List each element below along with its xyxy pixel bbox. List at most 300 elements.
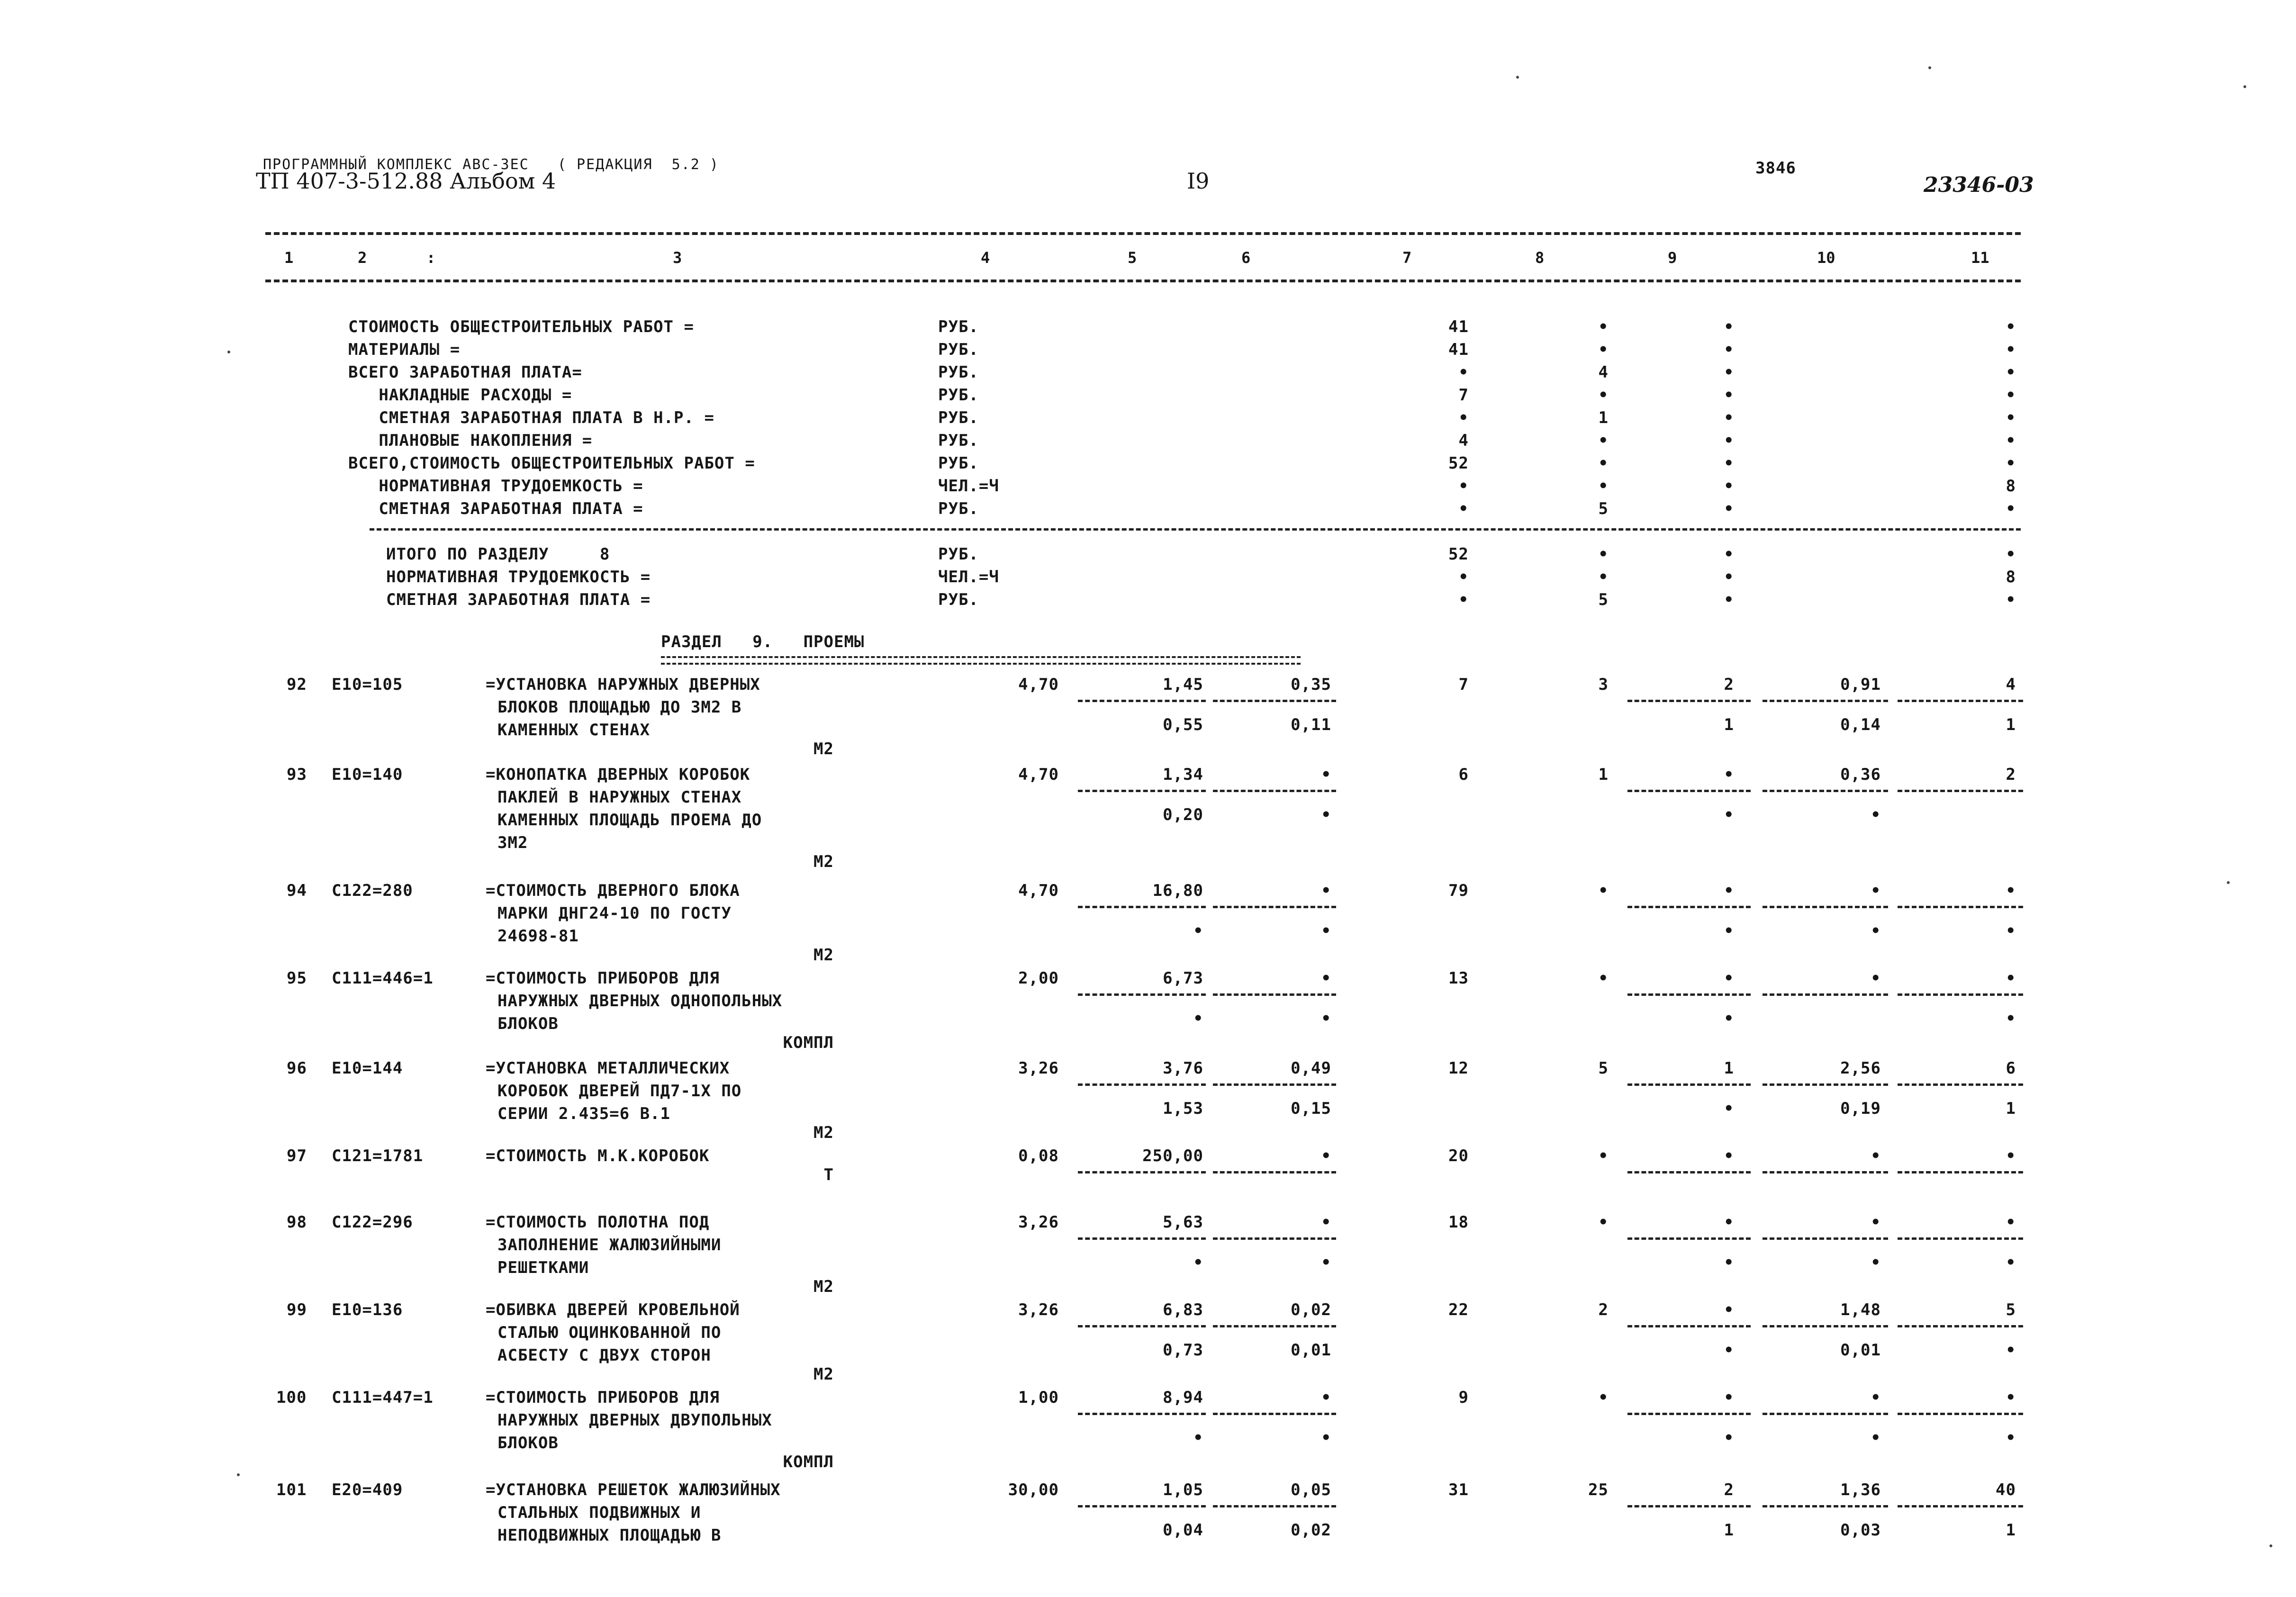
scan-speck — [237, 1473, 240, 1476]
summary-col8: 5 — [1598, 499, 1609, 518]
summary-col8: • — [1598, 317, 1609, 336]
item-col10: • — [1871, 1146, 1881, 1165]
column-header-1: 1 — [284, 249, 294, 267]
item-separator — [1078, 790, 1206, 792]
item-col9-second: 1 — [1724, 715, 1734, 734]
summary-label: СМЕТНАЯ ЗАРАБОТНАЯ ПЛАТА В Н.Р. = — [348, 408, 714, 427]
item-code: Е10=140 — [332, 765, 403, 784]
summary-col11: • — [2006, 408, 2016, 427]
item-separator — [1627, 1505, 1751, 1507]
item-code: С111=447=1 — [332, 1388, 434, 1407]
item-unit-cost: 16,80 — [1152, 881, 1203, 900]
column-header-6: 5 — [1128, 249, 1137, 267]
item-total-wage: • — [1598, 881, 1609, 900]
item-col11: • — [2006, 1146, 2016, 1165]
item-unit-wage-machine: • — [1321, 1009, 1331, 1028]
summary-col9: • — [1724, 340, 1734, 359]
summary-unit: ЧЕЛ.=Ч — [938, 477, 999, 496]
item-unit-wage: 0,05 — [1291, 1480, 1331, 1499]
item-unit-cost: 3,76 — [1163, 1059, 1203, 1078]
item-separator — [1898, 1237, 2023, 1240]
summary-label: НАКЛАДНЫЕ РАСХОДЫ = — [348, 386, 572, 405]
item-separator — [1213, 700, 1336, 702]
summary-col7: 52 — [1448, 454, 1469, 473]
item-col11: • — [2006, 969, 2016, 988]
total-col11: • — [2006, 545, 2016, 564]
item-separator — [1213, 1325, 1336, 1327]
item-col9: 1 — [1724, 1059, 1734, 1078]
summary-col8: 1 — [1598, 408, 1609, 427]
total-col7: 52 — [1448, 545, 1469, 564]
item-col9: 2 — [1724, 675, 1734, 694]
item-number: 100 — [276, 1388, 307, 1407]
item-col11: • — [2006, 881, 2016, 900]
summary-unit: РУБ. — [938, 408, 979, 427]
item-total-wage: • — [1598, 1146, 1609, 1165]
column-header-12: 11 — [1971, 249, 1989, 267]
item-description-line: СТАЛЬНЫХ ПОДВИЖНЫХ И — [497, 1503, 701, 1522]
item-separator — [1078, 1083, 1206, 1086]
item-unit-wage-machine: 0,15 — [1291, 1099, 1331, 1118]
item-number: 92 — [287, 675, 307, 694]
item-separator — [1763, 906, 1888, 908]
item-unit-cost-machine: • — [1193, 921, 1203, 940]
total-unit: ЧЕЛ.=Ч — [938, 568, 999, 586]
column-header-8: 7 — [1402, 249, 1412, 267]
item-unit-wage: • — [1321, 1146, 1331, 1165]
summary-col11: • — [2006, 386, 2016, 405]
item-code: Е20=409 — [332, 1480, 403, 1499]
summary-unit: РУБ. — [938, 431, 979, 450]
document-code: 3846 — [1755, 159, 1796, 178]
item-col10-second: 0,03 — [1840, 1521, 1881, 1540]
item-separator — [1627, 993, 1751, 996]
item-description-line: ПАКЛЕЙ В НАРУЖНЫХ СТЕНАХ — [497, 788, 742, 807]
item-unit-cost-machine: 0,04 — [1163, 1521, 1203, 1540]
item-total-wage: 1 — [1598, 765, 1609, 784]
total-unit: РУБ. — [938, 590, 979, 609]
total-col9: • — [1724, 545, 1734, 564]
summary-label: СМЕТНАЯ ЗАРАБОТНАЯ ПЛАТА = — [348, 499, 643, 518]
item-number: 97 — [287, 1146, 307, 1165]
total-unit: РУБ. — [938, 545, 979, 564]
item-number: 95 — [287, 969, 307, 988]
item-quantity: 4,70 — [1018, 675, 1059, 694]
item-separator — [1213, 1171, 1336, 1173]
item-unit: М2 — [814, 1365, 834, 1384]
item-unit: М2 — [814, 852, 834, 871]
item-col11-second: • — [2006, 1009, 2016, 1028]
item-unit-cost-machine: 0,20 — [1163, 805, 1203, 824]
item-unit: М2 — [814, 1277, 834, 1296]
item-col11: • — [2006, 1213, 2016, 1232]
item-quantity: 4,70 — [1018, 765, 1059, 784]
item-col9: • — [1724, 881, 1734, 900]
item-description-line: КОРОБОК ДВЕРЕЙ ПД7-1Х ПО — [497, 1082, 742, 1101]
item-description-line: =СТОИМОСТЬ ПРИБОРОВ ДЛЯ — [486, 1388, 720, 1407]
item-unit-cost: 250,00 — [1142, 1146, 1203, 1165]
item-code: Е10=136 — [332, 1300, 403, 1319]
item-total-cost: 7 — [1458, 675, 1469, 694]
item-col10: 1,48 — [1840, 1300, 1881, 1319]
summary-col11: • — [2006, 363, 2016, 382]
item-total-cost: 13 — [1448, 969, 1469, 988]
item-separator — [1213, 1413, 1336, 1415]
item-separator — [1763, 1505, 1888, 1507]
item-description-line: ЗАПОЛНЕНИЕ ЖАЛЮЗИЙНЫМИ — [497, 1236, 722, 1254]
item-separator — [1898, 700, 2023, 702]
summary-separator — [370, 528, 2021, 531]
item-separator — [1898, 1171, 2023, 1173]
summary-unit: РУБ. — [938, 499, 979, 518]
section-title-underline — [661, 656, 1301, 665]
summary-col9: • — [1724, 363, 1734, 382]
item-col9-second: • — [1724, 1099, 1734, 1118]
total-col8: • — [1598, 545, 1609, 564]
scan-speck — [1516, 76, 1519, 79]
item-unit-wage: 0,35 — [1291, 675, 1331, 694]
item-separator — [1898, 993, 2023, 996]
summary-col11: • — [2006, 431, 2016, 450]
item-col9-second: • — [1724, 1009, 1734, 1028]
item-total-wage: • — [1598, 1388, 1609, 1407]
item-description-line: 24698-81 — [497, 927, 579, 946]
summary-col8: • — [1598, 340, 1609, 359]
summary-col7: 41 — [1448, 340, 1469, 359]
item-unit-cost-machine: • — [1193, 1009, 1203, 1028]
item-separator — [1763, 1171, 1888, 1173]
column-header-5: 4 — [981, 249, 990, 267]
item-col9: • — [1724, 1300, 1734, 1319]
scan-speck — [2269, 1544, 2272, 1547]
item-quantity: 2,00 — [1018, 969, 1059, 988]
item-total-cost: 18 — [1448, 1213, 1469, 1232]
item-unit-cost-machine: 0,55 — [1163, 715, 1203, 734]
summary-unit: РУБ. — [938, 363, 979, 382]
item-total-cost: 12 — [1448, 1059, 1469, 1078]
item-description-line: БЛОКОВ ПЛОЩАДЬЮ ДО 3М2 В — [497, 698, 742, 717]
item-col9-second: • — [1724, 1341, 1734, 1360]
item-description-line: =КОНОПАТКА ДВЕРНЫХ КОРОБОК — [486, 765, 750, 784]
project-line: ТП 407-3-512.88 Альбом 4 — [256, 168, 556, 194]
total-col7: • — [1458, 590, 1469, 609]
total-label: СМЕТНАЯ ЗАРАБОТНАЯ ПЛАТА = — [386, 590, 651, 609]
item-separator — [1627, 1413, 1751, 1415]
item-col9: • — [1724, 1146, 1734, 1165]
item-col10: 1,36 — [1840, 1480, 1881, 1499]
item-unit-wage: • — [1321, 1213, 1331, 1232]
summary-col11: 8 — [2006, 477, 2016, 496]
item-separator — [1213, 1083, 1336, 1086]
summary-unit: РУБ. — [938, 340, 979, 359]
item-separator — [1078, 993, 1206, 996]
summary-col11: • — [2006, 454, 2016, 473]
total-col9: • — [1724, 568, 1734, 586]
item-separator — [1898, 790, 2023, 792]
item-description-line: СТАЛЬЮ ОЦИНКОВАННОЙ ПО — [497, 1323, 722, 1342]
column-header-3: : — [426, 249, 436, 267]
item-col11-second: • — [2006, 1428, 2016, 1447]
item-col11-second: 1 — [2006, 1099, 2016, 1118]
item-col9-second: • — [1724, 921, 1734, 940]
item-col10-second: • — [1871, 1428, 1881, 1447]
item-unit-wage-machine: 0,11 — [1291, 715, 1331, 734]
summary-col7: 7 — [1458, 386, 1469, 405]
item-quantity: 30,00 — [1008, 1480, 1059, 1499]
total-label: ИТОГО ПО РАЗДЕЛУ 8 — [386, 545, 610, 564]
item-col10-second: • — [1871, 921, 1881, 940]
item-unit: Т — [823, 1165, 834, 1184]
item-separator — [1627, 1083, 1751, 1086]
item-col10: 0,91 — [1840, 675, 1881, 694]
summary-col11: • — [2006, 317, 2016, 336]
item-total-cost: 20 — [1448, 1146, 1469, 1165]
item-code: С122=280 — [332, 881, 413, 900]
item-col11-second: 1 — [2006, 1521, 2016, 1540]
item-separator — [1898, 1505, 2023, 1507]
item-unit: КОМПЛ — [783, 1453, 834, 1471]
item-unit-wage-machine: 0,02 — [1291, 1521, 1331, 1540]
total-col8: 5 — [1598, 590, 1609, 609]
item-description-line: АСБЕСТУ С ДВУХ СТОРОН — [497, 1346, 711, 1365]
item-col11: 6 — [2006, 1059, 2016, 1078]
item-quantity: 3,26 — [1018, 1300, 1059, 1319]
item-col9: • — [1724, 1213, 1734, 1232]
item-col9: 2 — [1724, 1480, 1734, 1499]
item-col9: • — [1724, 969, 1734, 988]
item-separator — [1078, 1505, 1206, 1507]
item-description-line: =УСТАНОВКА МЕТАЛЛИЧЕСКИХ — [486, 1059, 730, 1078]
item-separator — [1213, 1237, 1336, 1240]
item-col11: 4 — [2006, 675, 2016, 694]
scan-speck — [2227, 881, 2230, 884]
item-col11: 40 — [1996, 1480, 2016, 1499]
item-col10-second: 0,01 — [1840, 1341, 1881, 1360]
item-description-line: 3М2 — [497, 833, 528, 852]
item-total-wage: 25 — [1588, 1480, 1609, 1499]
item-separator — [1627, 1237, 1751, 1240]
item-unit-wage-machine: • — [1321, 1428, 1331, 1447]
item-unit-wage: • — [1321, 969, 1331, 988]
item-col11: • — [2006, 1388, 2016, 1407]
summary-label: ВСЕГО ЗАРАБОТНАЯ ПЛАТА= — [348, 363, 582, 382]
summary-unit: РУБ. — [938, 454, 979, 473]
item-col11-second: • — [2006, 921, 2016, 940]
summary-label: ВСЕГО,СТОИМОСТЬ ОБЩЕСТРОИТЕЛЬНЫХ РАБОТ = — [348, 454, 755, 473]
item-col10-second: 0,19 — [1840, 1099, 1881, 1118]
item-quantity: 1,00 — [1018, 1388, 1059, 1407]
item-description-line: БЛОКОВ — [497, 1014, 559, 1033]
item-unit-cost-machine: 1,53 — [1163, 1099, 1203, 1118]
section-title: РАЗДЕЛ 9. ПРОЕМЫ — [661, 632, 865, 651]
summary-col7: • — [1458, 499, 1469, 518]
item-separator — [1763, 1083, 1888, 1086]
summary-col8: • — [1598, 454, 1609, 473]
item-number: 94 — [287, 881, 307, 900]
summary-col9: • — [1724, 408, 1734, 427]
item-col11-second: • — [2006, 1341, 2016, 1360]
item-number: 98 — [287, 1213, 307, 1232]
item-separator — [1898, 1325, 2023, 1327]
column-header-9: 8 — [1535, 249, 1545, 267]
item-description-line: НАРУЖНЫХ ДВЕРНЫХ ДВУПОЛЬНЫХ — [497, 1411, 772, 1430]
summary-col7: 41 — [1448, 317, 1469, 336]
item-separator — [1763, 700, 1888, 702]
item-col10-second: • — [1871, 1253, 1881, 1272]
item-separator — [1213, 993, 1336, 996]
total-label: НОРМАТИВНАЯ ТРУДОЕМКОСТЬ = — [386, 568, 651, 586]
item-description-line: КАМЕННЫХ СТЕНАХ — [497, 721, 651, 740]
column-header-10: 9 — [1668, 249, 1677, 267]
column-header-2: 2 — [358, 249, 367, 267]
item-separator — [1078, 1413, 1206, 1415]
item-unit-wage: • — [1321, 765, 1331, 784]
item-code: С111=446=1 — [332, 969, 434, 988]
item-description-line: СЕРИИ 2.435=6 В.1 — [497, 1104, 670, 1123]
item-total-wage: 3 — [1598, 675, 1609, 694]
column-header-7: 6 — [1241, 249, 1251, 267]
item-col10: • — [1871, 1388, 1881, 1407]
item-description-line: =СТОИМОСТЬ ДВЕРНОГО БЛОКА — [486, 881, 740, 900]
summary-col7: • — [1458, 477, 1469, 496]
item-code: Е10=105 — [332, 675, 403, 694]
item-col9: • — [1724, 1388, 1734, 1407]
item-description-line: =УСТАНОВКА НАРУЖНЫХ ДВЕРНЫХ — [486, 675, 760, 694]
item-col10: • — [1871, 881, 1881, 900]
item-separator — [1627, 790, 1751, 792]
item-separator — [1213, 1505, 1336, 1507]
item-total-cost: 6 — [1458, 765, 1469, 784]
item-unit-wage-machine: 0,01 — [1291, 1341, 1331, 1360]
total-col11: • — [2006, 590, 2016, 609]
item-separator — [1078, 700, 1206, 702]
item-description-line: НАРУЖНЫХ ДВЕРНЫХ ОДНОПОЛЬНЫХ — [497, 992, 783, 1011]
item-unit-wage: 0,02 — [1291, 1300, 1331, 1319]
item-col10: • — [1871, 1213, 1881, 1232]
item-unit: М2 — [814, 946, 834, 965]
item-code: С122=296 — [332, 1213, 413, 1232]
item-total-cost: 79 — [1448, 881, 1469, 900]
column-header-4: 3 — [673, 249, 682, 267]
item-number: 101 — [276, 1480, 307, 1499]
scan-speck — [1928, 66, 1931, 69]
item-unit: КОМПЛ — [783, 1033, 834, 1052]
item-unit-cost: 6,83 — [1163, 1300, 1203, 1319]
item-unit-wage-machine: • — [1321, 805, 1331, 824]
item-number: 96 — [287, 1059, 307, 1078]
item-separator — [1627, 1171, 1751, 1173]
item-description-line: =СТОИМОСТЬ ПРИБОРОВ ДЛЯ — [486, 969, 720, 988]
item-col10-second: 0,14 — [1840, 715, 1881, 734]
item-unit-cost: 5,63 — [1163, 1213, 1203, 1232]
item-unit-cost-machine: 0,73 — [1163, 1341, 1203, 1360]
item-total-wage: 5 — [1598, 1059, 1609, 1078]
summary-col7: 4 — [1458, 431, 1469, 450]
item-separator — [1898, 906, 2023, 908]
item-separator — [1627, 906, 1751, 908]
item-separator — [1078, 906, 1206, 908]
item-separator — [1078, 1325, 1206, 1327]
summary-label: ПЛАНОВЫЕ НАКОПЛЕНИЯ = — [348, 431, 593, 450]
item-quantity: 4,70 — [1018, 881, 1059, 900]
summary-col9: • — [1724, 431, 1734, 450]
item-col9-second: • — [1724, 1253, 1734, 1272]
total-col8: • — [1598, 568, 1609, 586]
item-number: 99 — [287, 1300, 307, 1319]
item-separator — [1627, 1325, 1751, 1327]
item-total-wage: • — [1598, 1213, 1609, 1232]
program-line: ПРОГРАММНЫЙ КОМПЛЕКС АВС-ЗЕС ( РЕДАКЦИЯ 5.2 ) — [263, 156, 719, 173]
item-unit-wage: 0,49 — [1291, 1059, 1331, 1078]
item-total-wage: • — [1598, 969, 1609, 988]
item-unit-wage-machine: • — [1321, 921, 1331, 940]
item-separator — [1763, 790, 1888, 792]
item-separator — [1627, 700, 1751, 702]
summary-col11: • — [2006, 499, 2016, 518]
item-separator — [1078, 1171, 1206, 1173]
item-total-cost: 22 — [1448, 1300, 1469, 1319]
summary-col8: • — [1598, 431, 1609, 450]
item-col10-second: • — [1871, 805, 1881, 824]
item-col10: 0,36 — [1840, 765, 1881, 784]
item-col9-second: 1 — [1724, 1521, 1734, 1540]
item-col9-second: • — [1724, 805, 1734, 824]
summary-label: СТОИМОСТЬ ОБЩЕСТРОИТЕЛЬНЫХ РАБОТ = — [348, 317, 694, 336]
item-description-line: БЛОКОВ — [497, 1434, 559, 1453]
item-description-line: КАМЕННЫХ ПЛОЩАДЬ ПРОЕМА ДО — [497, 811, 762, 830]
item-unit-wage-machine: • — [1321, 1253, 1331, 1272]
summary-col8: 4 — [1598, 363, 1609, 382]
item-unit-cost: 8,94 — [1163, 1388, 1203, 1407]
item-code: С121=1781 — [332, 1146, 424, 1165]
item-quantity: 3,26 — [1018, 1059, 1059, 1078]
item-separator — [1213, 906, 1336, 908]
item-unit-cost-machine: • — [1193, 1253, 1203, 1272]
item-unit-cost: 6,73 — [1163, 969, 1203, 988]
item-separator — [1763, 993, 1888, 996]
header-bottom-rule — [265, 280, 2021, 282]
total-col7: • — [1458, 568, 1469, 586]
item-unit-cost: 1,05 — [1163, 1480, 1203, 1499]
item-col11: 5 — [2006, 1300, 2016, 1319]
summary-col9: • — [1724, 454, 1734, 473]
item-separator — [1898, 1083, 2023, 1086]
item-separator — [1213, 790, 1336, 792]
item-col11: 2 — [2006, 765, 2016, 784]
item-code: Е10=144 — [332, 1059, 403, 1078]
item-unit: М2 — [814, 740, 834, 758]
scan-speck — [227, 351, 230, 353]
header-top-rule — [265, 232, 2021, 235]
item-quantity: 3,26 — [1018, 1213, 1059, 1232]
item-description-line: =СТОИМОСТЬ М.К.КОРОБОК — [486, 1146, 710, 1165]
summary-label: НОРМАТИВНАЯ ТРУДОЕМКОСТЬ = — [348, 477, 643, 496]
item-col9-second: • — [1724, 1428, 1734, 1447]
item-separator — [1898, 1413, 2023, 1415]
column-header-row — [265, 249, 2021, 272]
summary-label: МАТЕРИАЛЫ = — [348, 340, 461, 359]
item-unit-cost-machine: • — [1193, 1428, 1203, 1447]
item-unit: М2 — [814, 1123, 834, 1142]
item-description-line: =ОБИВКА ДВЕРЕЙ КРОВЕЛЬНОЙ — [486, 1300, 740, 1319]
item-total-wage: 2 — [1598, 1300, 1609, 1319]
item-unit-cost: 1,45 — [1163, 675, 1203, 694]
summary-col9: • — [1724, 386, 1734, 405]
item-unit-cost: 1,34 — [1163, 765, 1203, 784]
handwritten-number: 23346-03 — [1924, 173, 2034, 197]
item-description-line: НЕПОДВИЖНЫХ ПЛОЩАДЬЮ В — [497, 1526, 722, 1545]
item-description-line: РЕШЕТКАМИ — [497, 1258, 589, 1277]
